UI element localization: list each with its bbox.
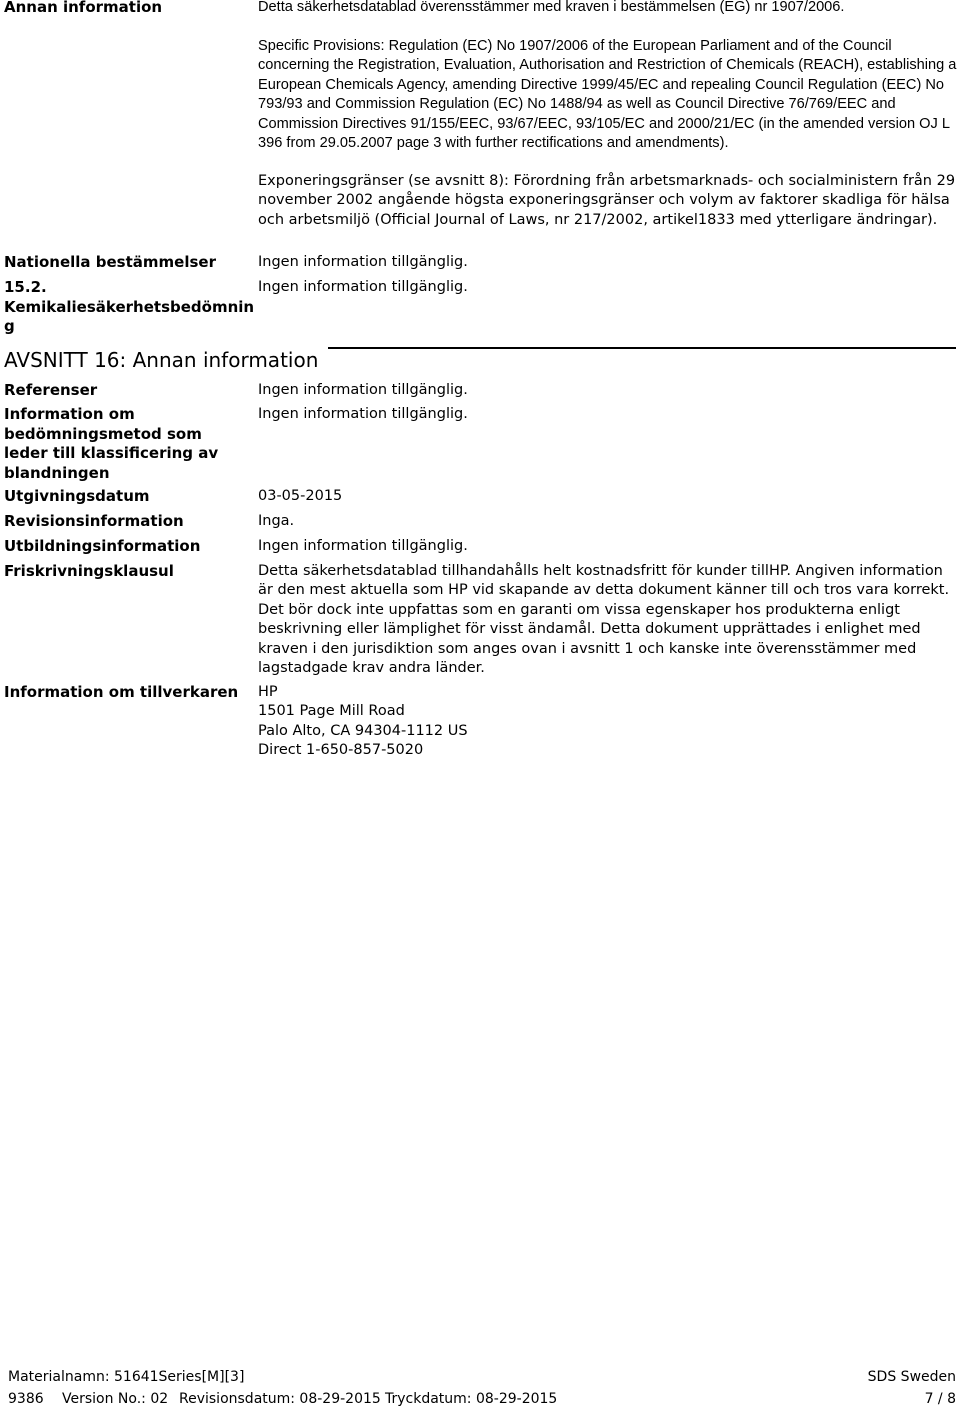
manufacturer-street: 1501 Page Mill Road: [258, 703, 405, 720]
utbildningsinformation-label: Utbildningsinformation: [4, 537, 201, 555]
kemikaliesakerhetsbedomning-value: Ingen information tillgänglig.: [258, 279, 468, 295]
section-16-rule: [328, 347, 956, 349]
bedomningsmetod-value: Ingen information tillgänglig.: [258, 406, 468, 422]
nationella-bestammelser-label: Nationella bestämmelser: [4, 253, 216, 271]
revisionsinformation-label: Revisionsinformation: [4, 512, 184, 530]
manufacturer-phone: Direct 1-650-857-5020: [258, 742, 424, 759]
referenser-value: Ingen information tillgänglig.: [258, 382, 468, 398]
manufacturer-name: HP: [258, 684, 278, 700]
kemikaliesakerhetsbedomning-label: 15.2. Kemikaliesäkerhetsbedömnin g: [4, 278, 255, 335]
utgivningsdatum-value: 03-05-2015: [258, 488, 343, 504]
utbildningsinformation-value: Ingen information tillgänglig.: [258, 538, 468, 554]
footer-material-name: Materialnamn: 51641Series[M][3]: [8, 1369, 245, 1385]
footer-version: Version No.: 02: [62, 1391, 169, 1407]
footer-page-number: 7 / 8: [924, 1391, 956, 1407]
specific-provisions-text: Specific Provisions: Regulation (EC) No 1907/2006 of the European Parliament and of the Council concerning the Registration, Evaluation, Authorisation and Restriction of Chemicals (REACH), establishing a European Chemicals Agency, amending Directive 1999/45/EC and repealing Council Regulation (EEC) No 793/93 and Commission Regulation (EC) No 1488/94 as well as Council Directive 76/769/EEC and Commission Directives 91/155/EEC, 93/67/EEC, 93/105/EC and 2000/21/EC (in the amended version OJ L 396 from 29.05.2007 page 3 with further rectifications and amendments).: [258, 38, 957, 152]
section-16-title: AVSNITT 16: Annan information: [4, 348, 319, 372]
footer-revision-date: Revisionsdatum: 08-29-2015: [179, 1391, 381, 1407]
annan-information-label: Annan information: [4, 0, 163, 16]
manufacturer-city: Palo Alto, CA 94304-1112 US: [258, 722, 468, 739]
tillverkare-label: Information om tillverkaren: [4, 683, 239, 701]
revisionsinformation-value: Inga.: [258, 513, 295, 529]
nationella-bestammelser-value: Ingen information tillgänglig.: [258, 254, 468, 270]
referenser-label: Referenser: [4, 381, 98, 399]
exposure-limits-text: Exponeringsgränser (se avsnitt 8): Förordning från arbetsmarknads- och socialministern från 29 november 2002 angående högsta exponeringsgränser och volym av faktorer skadliga för hälsa och arbetsmiljö (Official Journal of Laws, nr 217/2002, artikel1833 med ytterligare ändringar).: [258, 173, 956, 228]
footer-doc-number: 9386: [8, 1391, 44, 1407]
footer-sds-country: SDS Sweden: [867, 1369, 956, 1385]
bedomningsmetod-label: Information om bedömningsmetod som leder till klassificering av blandningen: [4, 405, 219, 482]
friskrivningsklausul-text: Detta säkerhetsdatablad tillhandahålls helt kostnadsfritt för kunder tillHP. Angiven information är den mest aktuella som HP vid skapande av detta dokument känner till och tros vara korrekt. Det bör dock inte uppfattas som en garanti om vissa egenskaper hos produkterna enligt beskrivning eller lämplighet för visst ändamål. Detta dokument upprättades i enlighet med kraven i den jurisdiktion som anges ovan i avsnitt 1 och kanske inte överensstämmer med lagstadgade krav andra länder.: [258, 563, 950, 677]
footer-print-date: Tryckdatum: 08-29-2015: [385, 1391, 558, 1407]
friskrivningsklausul-label: Friskrivningsklausul: [4, 562, 174, 580]
annan-information-intro: Detta säkerhetsdatablad överensstämmer med kraven i bestämmelsen (EG) nr 1907/2006.: [258, 0, 845, 15]
utgivningsdatum-label: Utgivningsdatum: [4, 487, 150, 505]
manufacturer-address: [258, 683, 958, 761]
